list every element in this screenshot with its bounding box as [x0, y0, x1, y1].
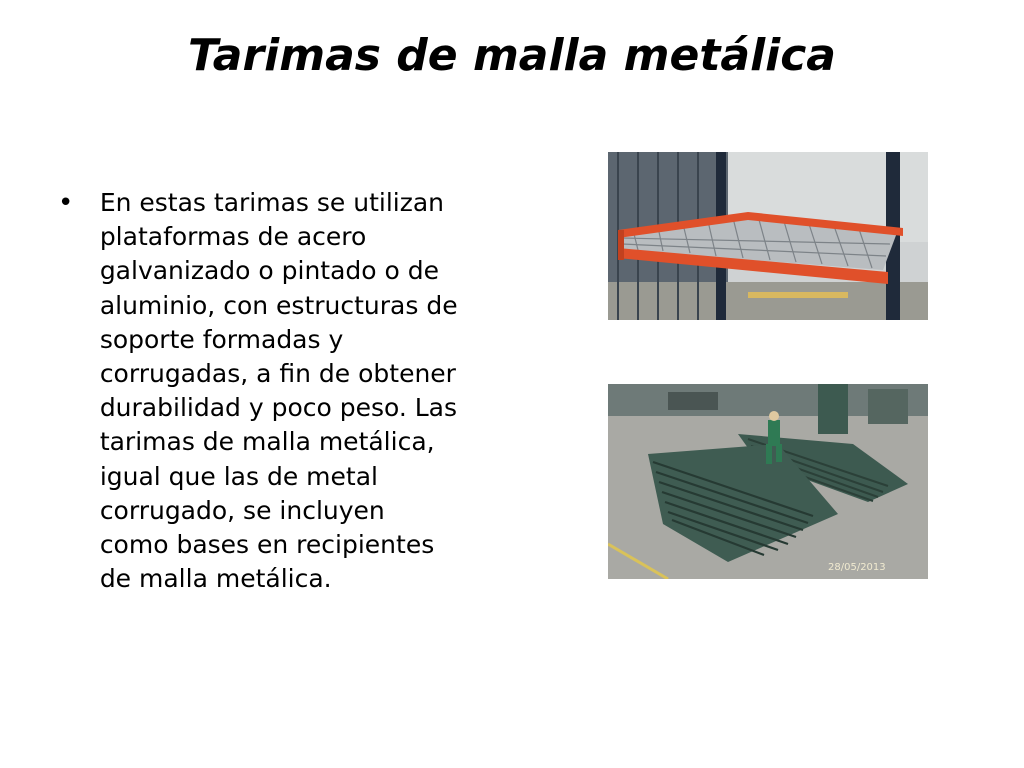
- bullet-marker: •: [58, 188, 74, 218]
- bullet-item: [58, 186, 508, 596]
- bullet-line: durabilidad y poco peso. Las: [99, 393, 458, 423]
- bullet-line: galvanizado o pintado o de: [99, 256, 440, 286]
- bullet-line: corrugado, se incluyen: [99, 495, 385, 525]
- bullet-line: corrugadas, a fin de obtener: [99, 359, 456, 389]
- wire-mesh-deck-rack-photo: [608, 152, 928, 320]
- bullet-line: plataformas de acero: [99, 222, 367, 252]
- bullet-text: [100, 186, 508, 596]
- bullet-line: como bases en recipientes: [99, 530, 435, 560]
- bullet-line: de malla metálica.: [99, 564, 332, 594]
- bullet-line: aluminio, con estructuras de: [99, 290, 458, 320]
- bullet-line: En estas tarimas se utilizan: [99, 188, 445, 217]
- bullet-line: igual que las de metal: [99, 461, 378, 491]
- bullet-line: tarimas de malla metálica,: [99, 427, 435, 457]
- slide-title: Tarimas de malla metálica: [187, 30, 837, 81]
- photo-date-stamp: 28/05/2013: [828, 562, 886, 573]
- metal-pallets-warehouse-photo: [608, 384, 928, 579]
- bullet-line: soporte formadas y: [99, 324, 344, 354]
